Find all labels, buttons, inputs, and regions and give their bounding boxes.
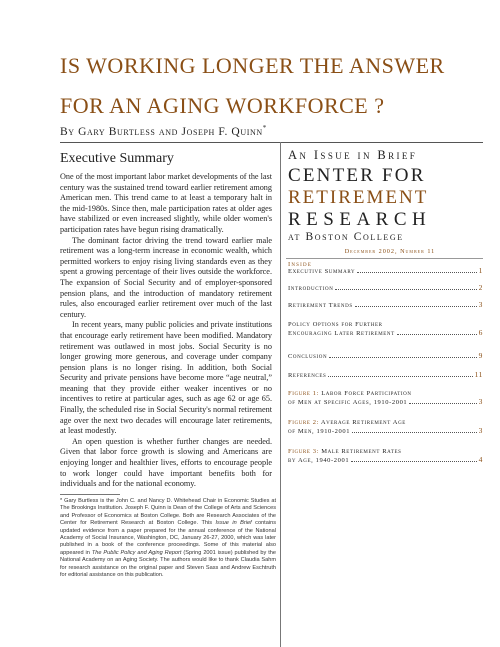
toc-item[interactable]	[288, 266, 483, 275]
footnote-italic-1: Issue in Brief	[215, 520, 252, 527]
footnote-text-3: (Spring 2001 issue) published by the National Academy on an Aging Society. The authors would like to thank Claudia Sahm for research assistance on the original paper and Steven Sass and Andrew Eschtruth for editorial assistance on this publication.	[60, 549, 276, 579]
toc-label: Introduction	[288, 285, 334, 292]
toc-leader	[357, 272, 476, 273]
center-masthead	[288, 148, 488, 243]
toc-item[interactable]	[288, 321, 483, 337]
paragraph-2: The dominant factor driving the trend toward earlier male retirement was a long-term increase in economic wealth, which permitted workers to enjoy rising living standards even as they spent a growing percentage of their lives outside the workforce. The expansion of Social Security and of employer-sponsored pension plans, and the introduction of mandatory retirement rules, also encouraged earlier retirement over much of the last century.	[60, 235, 272, 319]
toc-page: 3	[478, 300, 483, 309]
toc-leader	[397, 334, 477, 335]
figure-label-continued: of Men, 1910-2001	[288, 428, 351, 435]
footnote-text-2: contains updated evidence from a paper prepared for the annual conference of the National Academy of Social Insurance, Washington, DC, January 26-27, 2000, which was later published in a book of the conference proceedings. Some of this material also appeared in	[60, 520, 276, 556]
footnote-italic-2: The Public Policy and Aging Report	[91, 549, 182, 556]
toc-label: Conclusion	[288, 353, 328, 360]
figure-label-continued: by Age, 1940-2001	[288, 457, 350, 464]
author-footnote	[60, 498, 276, 579]
toc-label: Executive Summary	[288, 268, 356, 275]
toc-item[interactable]	[288, 351, 483, 360]
toc-leader	[329, 357, 476, 358]
toc-label: Retirement Trends	[288, 302, 353, 309]
toc-page: 9	[478, 351, 483, 360]
figure-label: Labor Force Participation	[318, 390, 412, 397]
title-line-1: IS WORKING LONGER THE ANSWER	[60, 53, 445, 78]
toc-leader	[335, 289, 476, 290]
toc-label: References	[288, 372, 327, 379]
toc-page: 11	[474, 370, 483, 379]
paragraph-4: An open question is whether further changes are needed. Given that labor force growth is slowing and Americans are enjoying longer and healthier lives, efforts to encourage people to work longer could have important benefits both for individuals and for the national economy.	[60, 436, 272, 489]
inside-label: Inside	[288, 261, 313, 268]
masthead-retirement: RETIREMENT	[288, 187, 429, 208]
toc-label: Policy Options for Further	[288, 321, 383, 328]
figure-prefix: Figure 3:	[288, 448, 319, 455]
toc-label-continued: Encouraging Later Retirement	[288, 330, 395, 337]
figure-label-continued: of Men at Specific Ages, 1910-2001	[288, 399, 408, 406]
toc-item[interactable]	[288, 300, 483, 309]
toc-page: 6	[478, 328, 483, 337]
figure-label: Average Retirement Age	[318, 419, 406, 426]
header-rule	[60, 142, 483, 143]
paragraph-1: One of the most important labor market developments of the last century was the sustained trend toward earlier retirement among American men. This trend came to at least a temporary halt in the mid-1980s. Since then, male participation rates at older ages have stabilized or even increased slightly, while older women's participation rates have begun rising dramatically.	[60, 172, 272, 234]
toc-page: 3	[478, 397, 483, 406]
toc-figure-item[interactable]	[288, 419, 483, 435]
figure-prefix: Figure 1:	[288, 390, 319, 397]
executive-summary-body	[60, 172, 272, 490]
title-line-2: FOR AN AGING WORKFORCE ?	[60, 93, 385, 118]
toc-page: 2	[478, 283, 483, 292]
figure-label: Male Retirement Rates	[318, 448, 402, 455]
masthead-boston-college: at Boston College	[288, 231, 404, 243]
executive-summary-heading: Executive Summary	[60, 151, 174, 166]
issue-in-brief-label: An Issue in Brief	[288, 148, 418, 162]
figure-prefix: Figure 2:	[288, 419, 319, 426]
footnote-rule	[60, 494, 120, 495]
toc-leader	[352, 432, 477, 433]
toc-leader	[355, 306, 477, 307]
toc-item[interactable]	[288, 283, 483, 292]
authors-byline	[60, 124, 267, 138]
toc-item[interactable]	[288, 370, 483, 379]
toc-figure-item[interactable]	[288, 448, 483, 464]
toc-figure-item[interactable]	[288, 390, 483, 406]
column-divider	[280, 142, 281, 647]
masthead-center-for: CENTER FOR	[288, 165, 426, 186]
page-title	[60, 46, 480, 126]
footnote-text-1: * Gary Burtless is the John C. and Nancy D. Whitehead Chair in Economic Studies at The Brookings Institution. Joseph F. Quinn is Dean of the College of Arts and Sciences and Professor of Economics at Boston College. Both are Research Associates of the Center for Retirement Research at Boston College. This	[60, 498, 276, 527]
paragraph-3: In recent years, many public policies and private institutions that encourage early retirement have been modified. Mandatory retirement was outlawed in most jobs. Social Security is no longer growing more generous, and coverage under company pension plans is no longer rising. In addition, both Social Security and private pensions have become more “age neutral,” meaning that they provide either weaker incentives or no incentives to retire at particular ages, such as age 62 or age 65. Finally, the scheduled rise in Social Security's normal retirement age over the next two decades will encourage later retirements, at least modestly.	[60, 320, 272, 436]
authors-footnote-mark: *	[262, 124, 267, 132]
toc-page: 1	[478, 266, 483, 275]
toc-leader	[351, 461, 476, 462]
issue-date: December 2002, Number 11	[344, 248, 436, 255]
masthead-research: RESEARCH	[288, 209, 432, 230]
toc-leader	[409, 403, 476, 404]
toc-page: 4	[478, 455, 483, 464]
toc-rule	[286, 258, 483, 259]
toc-leader	[328, 376, 472, 377]
authors-text: By Gary Burtless and Joseph F. Quinn	[60, 125, 263, 138]
toc-page: 3	[478, 426, 483, 435]
